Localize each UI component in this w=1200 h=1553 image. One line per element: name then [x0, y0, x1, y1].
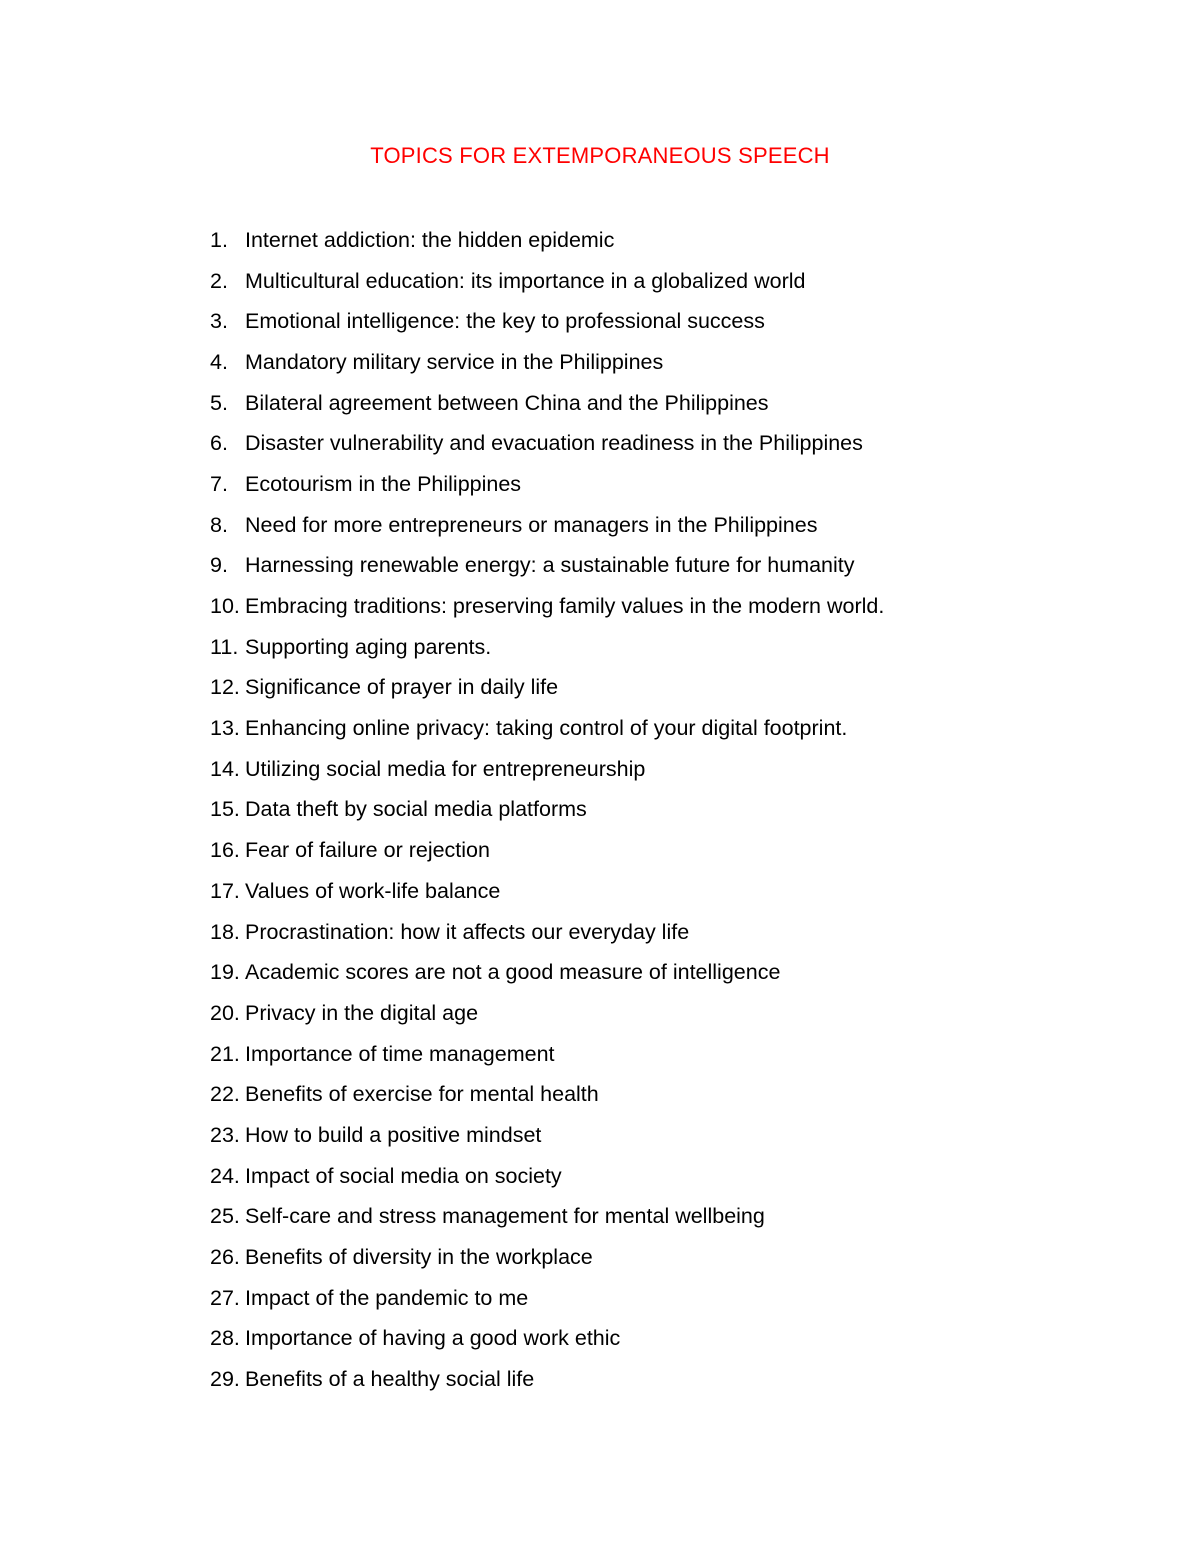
list-item-text: Disaster vulnerability and evacuation readiness in the Philippines: [245, 431, 863, 456]
list-item: [210, 301, 1110, 342]
list-item-text: Need for more entrepreneurs or managers in the Philippines: [245, 512, 818, 537]
list-item-number: 24.: [210, 1163, 240, 1188]
list-item-number: 5.: [210, 390, 228, 415]
list-item: [210, 1278, 1110, 1319]
list-item-number: 28.: [210, 1326, 240, 1351]
list-item: [210, 871, 1110, 912]
list-item-number: 19.: [210, 960, 240, 985]
list-item: [210, 952, 1110, 993]
list-item-number: 9.: [210, 553, 228, 578]
list-item: [210, 1115, 1110, 1156]
list-item-text: Utilizing social media for entrepreneurship: [245, 756, 646, 781]
list-item-text: Enhancing online privacy: taking control of your digital footprint.: [245, 716, 848, 741]
list-item-number: 15.: [210, 797, 240, 822]
list-item: [210, 627, 1110, 668]
list-item-text: Emotional intelligence: the key to professional success: [245, 309, 765, 334]
list-item: [210, 383, 1110, 424]
list-item-text: Bilateral agreement between China and the Philippines: [245, 390, 769, 415]
list-item-text: Self-care and stress management for mental wellbeing: [245, 1204, 765, 1229]
list-item-number: 21.: [210, 1041, 240, 1066]
list-item-number: 2.: [210, 268, 228, 293]
list-item-text: Mandatory military service in the Philippines: [245, 349, 664, 374]
list-item: [210, 1237, 1110, 1278]
list-item: [210, 668, 1110, 709]
list-item-text: Procrastination: how it affects our everyday life: [245, 919, 690, 944]
list-item-text: Benefits of a healthy social life: [245, 1367, 535, 1392]
list-item-text: Importance of time management: [245, 1041, 555, 1066]
list-item-number: 16.: [210, 838, 240, 863]
list-item-text: Supporting aging parents.: [245, 634, 492, 659]
list-item-number: 25.: [210, 1204, 240, 1229]
list-item-text: Internet addiction: the hidden epidemic: [245, 227, 615, 252]
list-item-number: 23.: [210, 1122, 240, 1147]
list-item: [210, 1197, 1110, 1238]
list-item: [210, 912, 1110, 953]
list-item-text: How to build a positive mindset: [245, 1122, 542, 1147]
list-item: [210, 1034, 1110, 1075]
list-item-number: 10.: [210, 594, 240, 619]
list-item: [210, 342, 1110, 383]
list-item: [210, 1359, 1110, 1400]
list-item-text: Significance of prayer in daily life: [245, 675, 559, 700]
list-item-text: Benefits of diversity in the workplace: [245, 1245, 593, 1270]
list-item: [210, 546, 1110, 587]
list-item-number: 8.: [210, 512, 228, 537]
list-item-number: 6.: [210, 431, 228, 456]
list-item-text: Benefits of exercise for mental health: [245, 1082, 599, 1107]
list-item: [210, 505, 1110, 546]
list-item-number: 14.: [210, 756, 240, 781]
list-item-number: 1.: [210, 227, 228, 252]
list-item: [210, 1074, 1110, 1115]
list-item: [210, 993, 1110, 1034]
list-item-number: 13.: [210, 716, 240, 741]
list-item: [210, 708, 1110, 749]
list-item-number: 12.: [210, 675, 240, 700]
list-item-text: Academic scores are not a good measure of intelligence: [245, 960, 781, 985]
list-item-text: Multicultural education: its importance in a globalized world: [245, 268, 806, 293]
list-item-number: 29.: [210, 1367, 240, 1392]
list-item-text: Privacy in the digital age: [245, 1000, 479, 1025]
list-item-number: 7.: [210, 471, 228, 496]
list-item-text: Importance of having a good work ethic: [245, 1326, 621, 1351]
list-item: [210, 261, 1110, 302]
list-item-number: 17.: [210, 878, 240, 903]
list-item-number: 4.: [210, 349, 228, 374]
list-item-number: 18.: [210, 919, 240, 944]
list-item: [210, 586, 1110, 627]
list-item: [210, 1156, 1110, 1197]
list-item-text: Harnessing renewable energy: a sustainable future for humanity: [245, 553, 855, 578]
list-item-text: Ecotourism in the Philippines: [245, 471, 522, 496]
list-item: [210, 1319, 1110, 1360]
list-item-number: 20.: [210, 1000, 240, 1025]
document-title: TOPICS FOR EXTEMPORANEOUS SPEECH: [370, 143, 830, 168]
list-item-text: Fear of failure or rejection: [245, 838, 490, 863]
list-item-number: 27.: [210, 1285, 240, 1310]
topic-list: [210, 220, 1110, 1400]
list-item-text: Embracing traditions: preserving family values in the modern world.: [245, 594, 885, 619]
list-item-text: Values of work-life balance: [245, 878, 501, 903]
list-item-text: Impact of the pandemic to me: [245, 1285, 529, 1310]
list-item-text: Data theft by social media platforms: [245, 797, 587, 822]
list-item: [210, 749, 1110, 790]
list-item-number: 26.: [210, 1245, 240, 1270]
list-item: [210, 464, 1110, 505]
list-item-number: 22.: [210, 1082, 240, 1107]
list-item: [210, 220, 1110, 261]
list-item: [210, 423, 1110, 464]
list-item-number: 3.: [210, 309, 228, 334]
list-item-number: 11.: [210, 634, 239, 659]
list-item-text: Impact of social media on society: [245, 1163, 562, 1188]
list-item: [210, 830, 1110, 871]
list-item: [210, 790, 1110, 831]
